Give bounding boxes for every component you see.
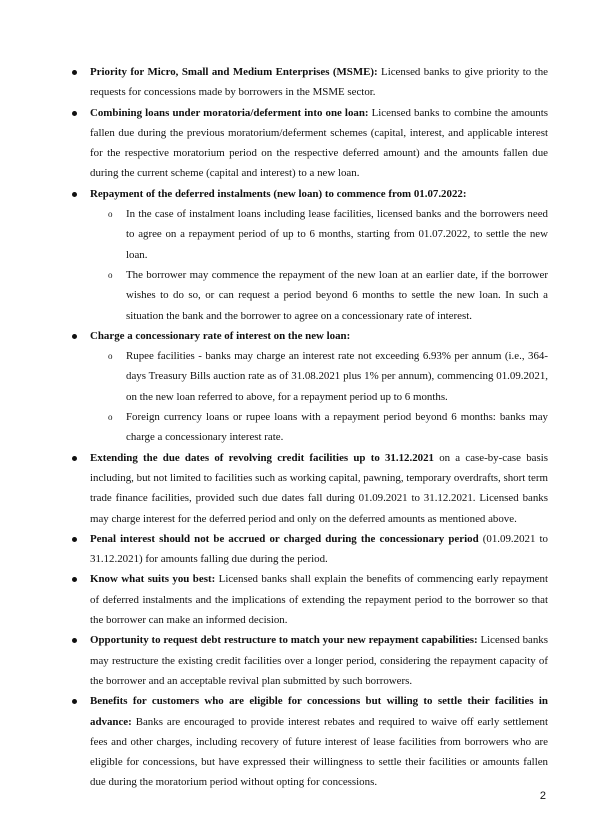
bullet-icon [72, 334, 77, 339]
item-text: Licensed banks shall explain the benefits of commencing early repayment of deferred instalments and the implications of extending the repayment period to the borrower so that the borrower can make an informed decision. [90, 573, 548, 627]
bullet-icon [72, 70, 77, 75]
list-item [68, 62, 548, 103]
bullet-icon [72, 699, 77, 704]
sub-list [90, 204, 548, 326]
list-item [68, 569, 548, 630]
item-heading: Benefits for customers who are eligible for concessions but willing to settle their facilities in advance: [90, 695, 548, 728]
bullet-icon [72, 456, 77, 461]
item-heading: Repayment of the deferred instalments (new loan) to commence from 01.07.2022: [90, 187, 467, 200]
list-item [68, 103, 548, 184]
sub-list [90, 346, 548, 447]
list-item [68, 529, 548, 570]
circle-bullet-icon: o [108, 269, 113, 280]
sub-item-text: The borrower may commence the repayment of the new loan at an earlier date, if the borrower wishes to do so, or can request a period beyond 6 months to settle the new loan. In such a situation the bank and the borrower to agree on a concessionary rate of interest. [126, 268, 548, 322]
item-text: Licensed banks to give priority to the requests for concessions made by borrowers in the MSME sector. [90, 66, 548, 99]
item-text: Licensed banks may restructure the existing credit facilities over a longer period, considering the repayment capacity of the borrower and an acceptable revival plan submitted by such borrowers. [90, 634, 548, 687]
circle-bullet-icon: o [108, 209, 113, 220]
list-item [68, 691, 548, 792]
circle-bullet-icon: o [108, 351, 113, 362]
page-number: 2 [539, 790, 546, 802]
item-heading: Opportunity to request debt restructure to match your new repayment capabilities: [90, 634, 478, 647]
item-heading: Know what suits you best: [90, 573, 216, 586]
bullet-icon [72, 537, 77, 542]
list-item [68, 184, 548, 326]
sub-item-text: Rupee facilities - banks may charge an interest rate not exceeding 6.93% per annum (i.e., 364-days Treasury Bills auction rate as of 31.08.2021 plus 1% per annum), commencing 01.09.2021, on the new loan referred to above, for a repayment period up to 6 months. [126, 350, 548, 403]
sub-list-item [90, 204, 548, 265]
item-text: (01.09.2021 to 31.12.2021) for amounts falling due during the period. [90, 532, 548, 566]
list-item [68, 326, 548, 448]
bullet-icon [72, 192, 77, 197]
list-item [68, 448, 548, 529]
sub-list-item [90, 346, 548, 407]
sub-list-item [90, 265, 548, 326]
item-text: on a case-by-case basis including, but not limited to facilities such as working capital, pawning, temporary overdrafts, short term trade finance facilities, provided such due dates fall during 01.09.2021 to 31.12.2021. Licensed banks may charge interest for the deferred period and only on the deferred amounts as mentioned above. [90, 451, 548, 525]
sub-list-item [90, 407, 548, 448]
list-item [68, 630, 548, 691]
item-heading: Penal interest should not be accrued or charged during the concessionary period [90, 532, 479, 545]
sub-item-text: Foreign currency loans or rupee loans with a repayment period beyond 6 months: banks may charge a concessionary interest rate. [126, 411, 548, 444]
bullet-icon [72, 638, 77, 643]
item-heading: Combining loans under moratoria/deferment into one loan: [90, 106, 369, 119]
item-text: Licensed banks to combine the amounts fallen due during the previous moratorium/deferment schemes (capital, interest, and applicable interest for the respective moratorium period on the respective deferred amount) and the amounts fallen due during the current scheme (capital and interest) to a new loan. [90, 106, 548, 180]
bullet-list [68, 62, 548, 793]
bullet-icon [72, 577, 77, 582]
item-heading: Extending the due dates of revolving credit facilities up to 31.12.2021 [90, 451, 434, 464]
circle-bullet-icon: o [108, 412, 113, 423]
item-heading: Priority for Micro, Small and Medium Enterprises (MSME): [90, 66, 378, 78]
sub-item-text: In the case of instalment loans including lease facilities, licensed banks and the borrowers need to agree on a repayment period of up to 6 months, starting from 01.07.2022, to settle the new loan. [126, 208, 548, 261]
bullet-icon [72, 111, 77, 116]
item-heading: Charge a concessionary rate of interest on the new loan: [90, 329, 351, 342]
item-text: Banks are encouraged to provide interest rebates and required to waive off early settlement fees and other charges, including recovery of future interest of lease facilities from borrowers who are eligible for concessions, but have expressed their willingness to settle their facilities or amounts fallen due during the moratorium period without opting for concessions. [90, 715, 548, 789]
